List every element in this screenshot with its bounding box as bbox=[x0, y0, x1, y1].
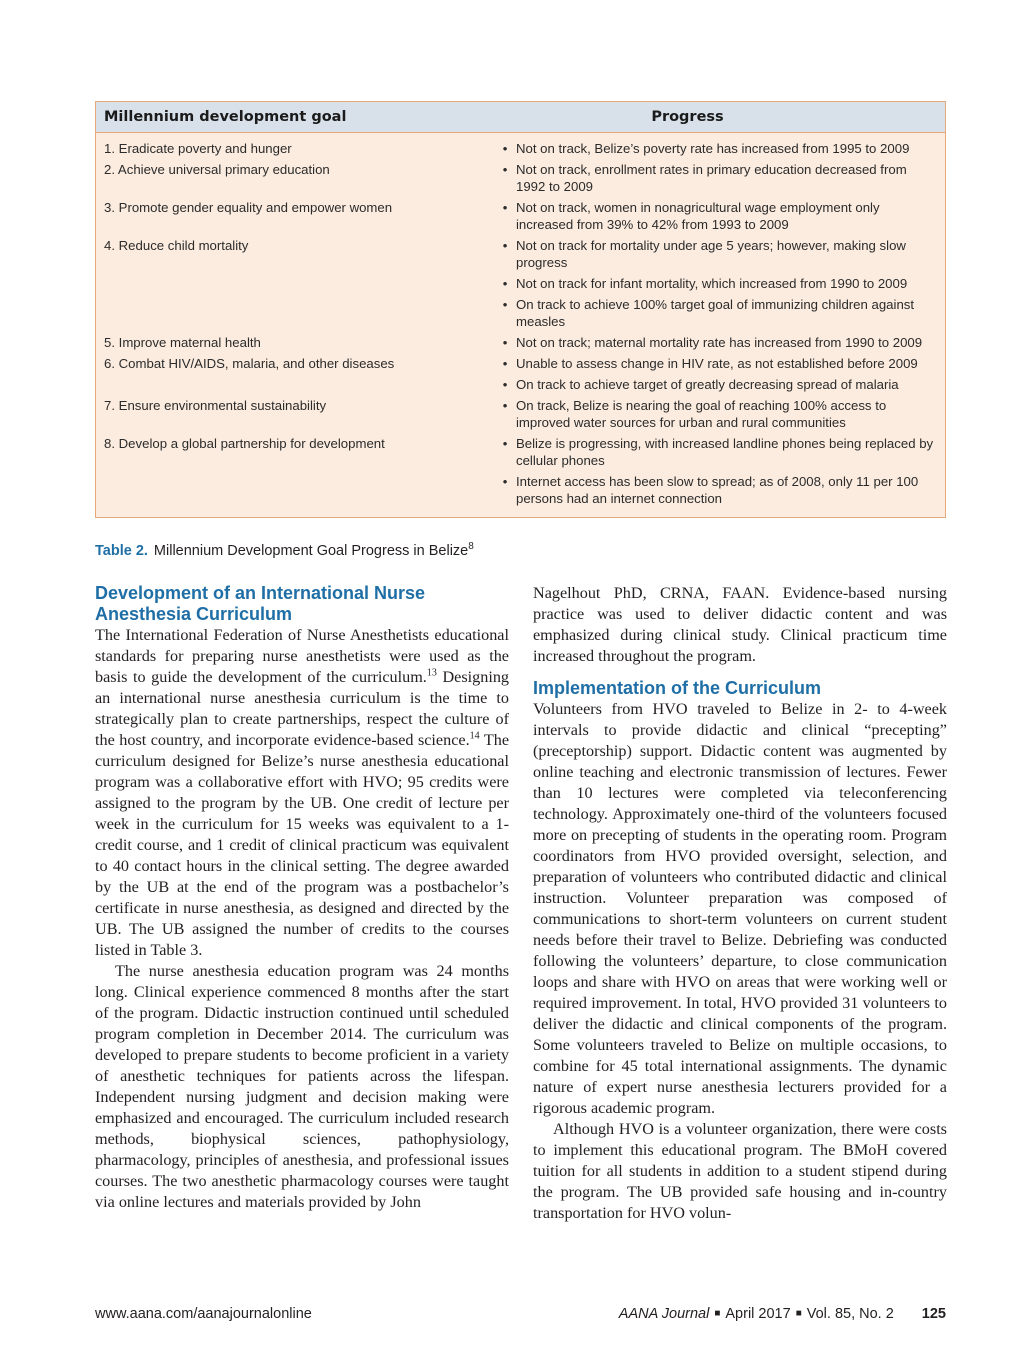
progress-cell bbox=[494, 199, 945, 233]
progress-text: Unable to assess change in HIV rate, as not established before 2009 bbox=[516, 356, 918, 371]
progress-item bbox=[494, 237, 945, 271]
bullet-icon: • bbox=[502, 474, 508, 489]
reference-14: 14 bbox=[469, 730, 480, 742]
table-row bbox=[96, 199, 945, 233]
progress-text: Belize is progressing, with increased landline phones being replaced by cellular phones bbox=[516, 436, 934, 468]
progress-text: On track, Belize is nearing the goal of reaching 100% access to improved water sources for urban and rural communities bbox=[516, 398, 887, 430]
table-row bbox=[96, 140, 945, 157]
progress-text: On track to achieve target of greatly decreasing spread of malaria bbox=[516, 377, 899, 392]
bullet-icon: • bbox=[502, 377, 508, 392]
paragraph-4: Volunteers from HVO traveled to Belize in 2- to 4-week intervals to provide didactic and clinical “precepting” (preceptorship) support. Didactic content was augmented by online teaching and electronic transmission of lectures. Fewer than 10 lectures were completed via teleconferencing technology. Approximately one-third of the volunteers focused more on precepting of students in the operating room. Program coordinators from HVO provided oversight, selection, and preparation of volunteers who contributed didactic and clinical instruction. Volunteer preparation was composed of communications to short-term volunteers on current student needs before their travel to Belize. Debriefing was conducted following the volunteers’ departure, to close communication loops and share with HVO on areas that were working well or required improvement. In total, HVO provided 31 volunteers to deliver the didactic and clinical components of the program. Some volunteers traveled to Belize on multiple occasions, to combine for 45 total international assignments. The dynamic nature of expert nurse anesthesia lecturers provided for a rigorous academic program. bbox=[533, 700, 947, 1117]
progress-item bbox=[494, 199, 945, 233]
table-body bbox=[96, 133, 945, 517]
paragraph-1 bbox=[95, 625, 509, 961]
bullet-icon: • bbox=[502, 162, 508, 177]
caption-label: Table 2. bbox=[95, 542, 148, 559]
page-number: 125 bbox=[921, 1306, 946, 1322]
table-row bbox=[96, 435, 945, 507]
paragraph-5: Although HVO is a volunteer organization, there were costs to implement this educational program. The BMoH covered tuition for all students in addition to a student stipend during the program. The UB provided safe housing and in-country transportation for HVO volun- bbox=[533, 1120, 947, 1222]
goal-cell: 7. Ensure environmental sustainability bbox=[104, 398, 327, 413]
progress-text: Not on track, women in nonagricultural wage employment only increased from 39% to 42% from 1993 to 2009 bbox=[516, 200, 880, 232]
right-column bbox=[533, 583, 947, 1224]
journal-citation bbox=[619, 1306, 946, 1322]
goal-cell: 1. Eradicate poverty and hunger bbox=[104, 141, 292, 156]
section-heading-implementation: Implementation of the Curriculum bbox=[533, 678, 822, 698]
progress-cell bbox=[494, 140, 945, 157]
bullet-icon: • bbox=[502, 276, 508, 291]
square-separator-icon: ■ bbox=[795, 1308, 802, 1319]
bullet-icon: • bbox=[502, 356, 508, 371]
goal-cell: 3. Promote gender equality and empower women bbox=[104, 200, 393, 215]
header-progress: Progress bbox=[651, 109, 724, 125]
journal-volume: Vol. 85, No. 2 bbox=[806, 1306, 894, 1322]
goal-cell: 4. Reduce child mortality bbox=[104, 238, 249, 253]
progress-item bbox=[494, 161, 945, 195]
table-row bbox=[96, 355, 945, 393]
caption-ref: 8 bbox=[468, 541, 474, 552]
journal-url[interactable]: www.aana.com/aanajournalonline bbox=[95, 1306, 312, 1322]
progress-cell bbox=[494, 237, 945, 330]
paragraph-1-text-a: The International Federation of Nurse Anesthetists educational standards for preparing nurse anesthetists were used as the basis to guide the development of the curriculum. bbox=[95, 626, 509, 686]
progress-item bbox=[494, 473, 945, 507]
goal-cell: 2. Achieve universal primary education bbox=[104, 162, 330, 177]
progress-cell bbox=[494, 397, 945, 431]
bullet-icon: • bbox=[502, 398, 508, 413]
table-row bbox=[96, 237, 945, 330]
reference-13: 13 bbox=[426, 667, 437, 679]
progress-item bbox=[494, 435, 945, 469]
progress-text: Not on track for infant mortality, which increased from 1990 to 2009 bbox=[516, 276, 908, 291]
progress-text: Internet access has been slow to spread; as of 2008, only 11 per 100 persons had an internet connection bbox=[516, 474, 919, 506]
goal-cell: 6. Combat HIV/AIDS, malaria, and other diseases bbox=[104, 356, 395, 371]
table-caption bbox=[95, 541, 474, 559]
paragraph-1-text-c: The curriculum designed for Belize’s nurse anesthesia educational program was a collaborative effort with HVO; 95 credits were assigned to the program by the UB. One credit of lecture per week in the curriculum for 15 weeks was equivalent to a 1-credit course, and 1 credit of clinical practicum was equivalent to 40 contact hours in the clinical setting. The degree awarded by the UB at the end of the program was a postbachelor’s certificate in nurse anesthesia, as designed and directed by the UB. The UB assigned the number of credits to the courses listed in Table 3. bbox=[95, 731, 509, 959]
bullet-icon: • bbox=[502, 436, 508, 451]
progress-cell bbox=[494, 435, 945, 507]
goal-cell: 5. Improve maternal health bbox=[104, 335, 261, 350]
goal-cell: 8. Develop a global partnership for development bbox=[104, 436, 385, 451]
table-row bbox=[96, 397, 945, 431]
bullet-icon: • bbox=[502, 200, 508, 215]
section-heading-curriculum: Development of an International Nurse Anesthesia Curriculum bbox=[95, 583, 426, 624]
paragraph-3: Nagelhout PhD, CRNA, FAAN. Evidence-based nursing practice was used to deliver didactic content and was emphasized during clinical study. Clinical practicum time increased throughout the program. bbox=[533, 584, 947, 665]
goals-table bbox=[95, 101, 946, 518]
progress-item bbox=[494, 275, 945, 292]
paragraph-2: The nurse anesthesia education program was 24 months long. Clinical experience commenced 8 months after the start of the program. Didactic instruction continued until scheduled program completion in December 2014. The curriculum was developed to prepare students to become proficient in a variety of anesthetic techniques for patients across the lifespan. Independent nursing judgment and decision making were emphasized and encouraged. The curriculum included research methods, biophysical sciences, pathophysiology, pharmacology, principles of anesthesia, and professional issues courses. The two anesthetic pharmacology courses were taught via online lectures and materials provided by John bbox=[95, 962, 509, 1211]
progress-text: Not on track; maternal mortality rate has increased from 1990 to 2009 bbox=[516, 335, 923, 350]
progress-text: On track to achieve 100% target goal of immunizing children against measles bbox=[516, 297, 915, 329]
paragraph-1-text-b: Designing an international nurse anesthesia curriculum is the time to strategically plan to create partnerships, respect the culture of the host country, and incorporate evidence-based science. bbox=[95, 668, 510, 749]
progress-item bbox=[494, 334, 945, 351]
caption-text: Millennium Development Goal Progress in Belize bbox=[153, 542, 469, 559]
left-column bbox=[95, 583, 509, 1213]
progress-item bbox=[494, 296, 945, 330]
table-header bbox=[96, 102, 945, 133]
journal-name: AANA Journal bbox=[618, 1306, 710, 1322]
bullet-icon: • bbox=[502, 238, 508, 253]
progress-cell bbox=[494, 334, 945, 351]
table-row bbox=[96, 334, 945, 351]
progress-item bbox=[494, 355, 945, 372]
table-row bbox=[96, 161, 945, 195]
square-separator-icon: ■ bbox=[714, 1308, 721, 1319]
header-goal: Millennium development goal bbox=[104, 109, 347, 125]
progress-item bbox=[494, 376, 945, 393]
progress-cell bbox=[494, 161, 945, 195]
progress-item bbox=[494, 397, 945, 431]
progress-text: Not on track for mortality under age 5 years; however, making slow progress bbox=[516, 238, 906, 270]
progress-text: Not on track, enrollment rates in primary education decreased from 1992 to 2009 bbox=[516, 162, 907, 194]
bullet-icon: • bbox=[502, 141, 508, 156]
progress-item bbox=[494, 140, 945, 157]
bullet-icon: • bbox=[502, 335, 508, 350]
progress-text: Not on track, Belize’s poverty rate has increased from 1995 to 2009 bbox=[516, 141, 910, 156]
progress-cell bbox=[494, 355, 945, 393]
journal-date: April 2017 bbox=[725, 1306, 791, 1322]
bullet-icon: • bbox=[502, 297, 508, 312]
